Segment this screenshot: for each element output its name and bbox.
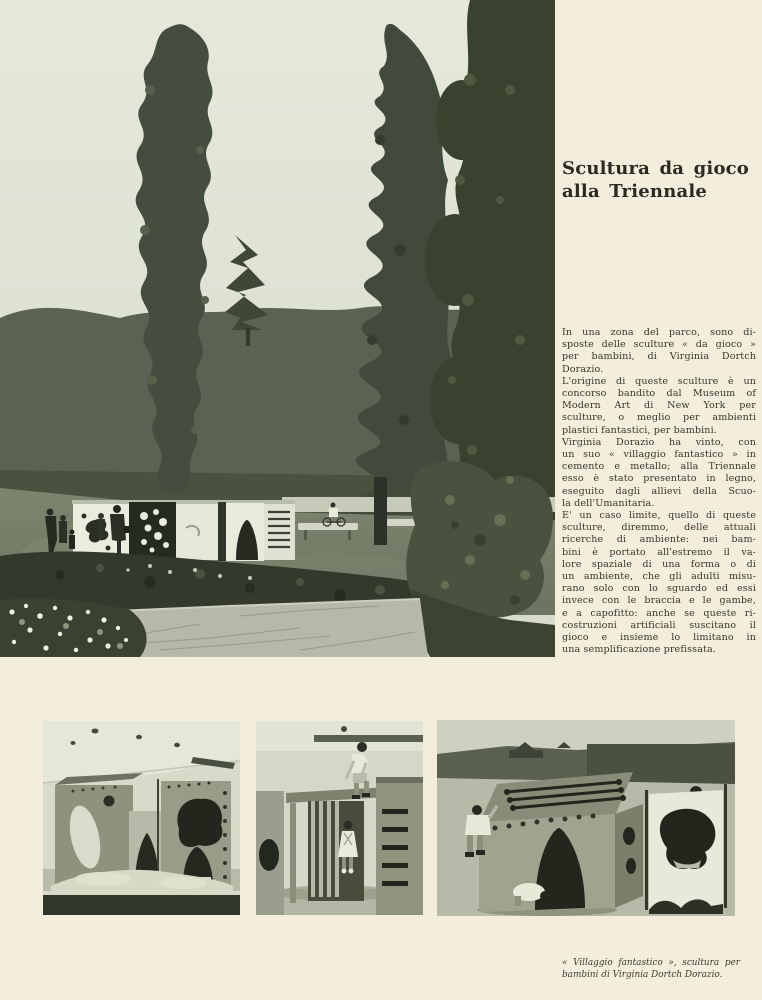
body-line: esso è stato presentato in legno, (562, 473, 756, 485)
body-line: plastici fantastici, per bambini. (562, 424, 717, 436)
main-photo-park-play-sculptures (0, 0, 555, 657)
body-line: ricerche di ambiente: nei bam- (562, 534, 756, 546)
body-line: L'origine di queste sculture è un (562, 375, 756, 387)
body-line: sposte delle sculture « da gioco » (562, 339, 756, 351)
climbing-photo-illustration (256, 721, 423, 915)
park-photo-illustration (0, 0, 555, 657)
body-line: la dell'Umanitaria. (562, 497, 655, 509)
sandpit-photo-illustration (43, 721, 240, 915)
caption-line-2: bambini di Virginia Dortch Dorazio. (562, 969, 723, 980)
thumb-photo-cube-climbing-bars (437, 720, 735, 916)
article-title (562, 157, 762, 203)
body-line: invece con le braccia e le gambe, (562, 595, 756, 607)
body-line: sculture, o meglio per ambienti (562, 412, 756, 424)
body-line: una semplificazione prefissata. (562, 644, 716, 656)
body-line: concorso bandito dal Museum of (562, 388, 756, 400)
body-line: cemento e metallo; alla Triennale (562, 461, 756, 473)
body-line: un suo « villaggio fantastico » in (562, 449, 756, 461)
body-line: In una zona del parco, sono di- (562, 327, 756, 338)
body-line: Virginia Dorazio ha vinto, con (562, 436, 756, 448)
body-line: costruzioni artificiali suscitano il (562, 619, 756, 631)
body-line: e a capofitto: anche se queste ri- (562, 607, 756, 619)
photo-caption (562, 958, 740, 982)
body-line: lore spaziale di una forma o di (562, 558, 756, 570)
body-line: per bambini, di Virginia Dortch (562, 351, 756, 363)
body-line: gioco e insieme lo limitano in (562, 632, 756, 644)
body-line: sculture, diremmo, delle attuali (562, 522, 756, 534)
body-line: E' un caso limite, quello di queste (562, 510, 756, 522)
cube-photo-illustration (437, 720, 735, 916)
body-line: Modern Art di New York per (562, 400, 756, 412)
body-line: rano solo con lo sguardo ed essi (562, 583, 756, 595)
article-body (562, 327, 756, 656)
body-line: Dorazio. (562, 363, 604, 375)
title-line-1: Scultura da gioco (562, 158, 750, 179)
body-line: bini è portato all'estremo il va- (562, 546, 756, 558)
body-line: un ambiente, che gli adulti misu- (562, 571, 756, 583)
thumb-photo-children-climbing (256, 721, 423, 915)
caption-line-1: « Villaggio fantastico », scultura per (562, 958, 740, 968)
body-line: eseguito dagli allievi della Scuo- (562, 485, 756, 497)
title-line-2: alla Triennale (562, 181, 708, 202)
thumb-photo-sandpit-sculpture (43, 721, 240, 915)
